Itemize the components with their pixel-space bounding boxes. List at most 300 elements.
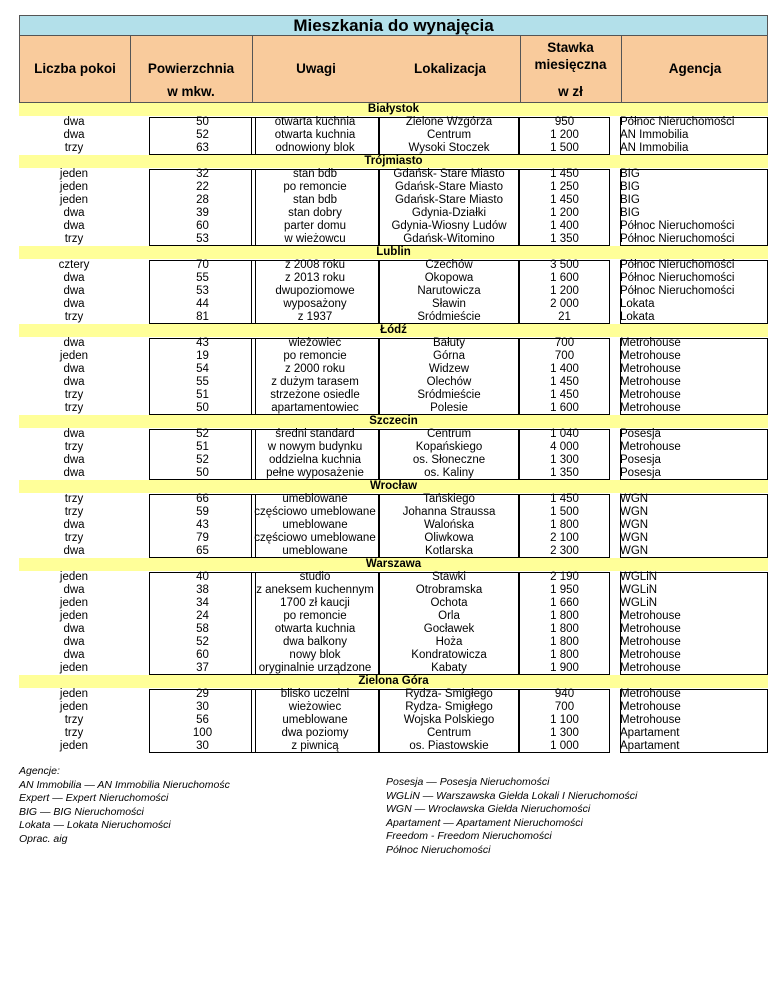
cell-rooms: trzy — [64, 311, 84, 323]
cell-rate: 1 350 — [550, 233, 579, 245]
table-row — [19, 519, 768, 532]
cell-agency: Posesja — [620, 428, 661, 440]
table-row — [19, 402, 768, 415]
cell-rate: 700 — [554, 337, 575, 349]
cell-notes: z 2008 roku — [284, 259, 346, 271]
table-row — [19, 571, 768, 584]
header-rate-unit: w zł — [558, 84, 583, 99]
cell-notes: wieżowiec — [288, 337, 342, 349]
page-title: Mieszkania do wynajęcia — [19, 15, 768, 35]
cell-area: 30 — [196, 740, 209, 752]
cell-agency: Metrohouse — [620, 350, 681, 362]
cell-notes: umeblowane — [282, 545, 348, 557]
table-row — [19, 116, 768, 129]
table-row — [19, 285, 768, 298]
cell-location: Narutowicza — [417, 285, 481, 297]
header-rooms: Liczba pokoi — [34, 61, 116, 76]
table-row — [19, 454, 768, 467]
cell-rooms: dwa — [63, 545, 85, 557]
cell-location: Gdańsk-Witomino — [403, 233, 495, 245]
cell-rate: 1 200 — [550, 207, 579, 219]
cell-rooms: jeden — [59, 701, 89, 713]
cell-area: 58 — [196, 623, 209, 635]
cell-location: Górna — [433, 350, 465, 362]
cell-location: Olechów — [426, 376, 472, 388]
table-row — [19, 311, 768, 324]
cell-agency: Metrohouse — [620, 610, 681, 622]
cell-area: 29 — [196, 688, 209, 700]
table-row — [19, 532, 768, 545]
cell-rooms: trzy — [64, 532, 84, 544]
cell-agency: Północ Nieruchomości — [620, 220, 735, 232]
cell-notes: z piwnicą — [291, 740, 339, 752]
cell-rooms: trzy — [64, 142, 84, 154]
table-row — [19, 506, 768, 519]
cell-area: 43 — [196, 337, 209, 349]
cell-agency: Apartament — [620, 727, 680, 739]
cell-notes: studio — [299, 571, 331, 583]
cell-agency: Metrohouse — [620, 363, 681, 375]
cell-area: 56 — [196, 714, 209, 726]
cell-rate: 1 040 — [550, 428, 579, 440]
cell-location: Tańskiego — [423, 493, 475, 505]
cell-location: Kabaty — [431, 662, 467, 674]
cell-agency: BIG — [620, 207, 640, 219]
cell-rooms: jeden — [59, 181, 89, 193]
cell-rate: 1 450 — [550, 493, 579, 505]
cell-rooms: jeden — [59, 194, 89, 206]
table-row — [19, 610, 768, 623]
cell-area: 39 — [196, 207, 209, 219]
cell-rate: 21 — [558, 311, 571, 323]
city-header: Szczecin — [19, 415, 768, 428]
cell-agency: BIG — [620, 194, 640, 206]
table-row — [19, 701, 768, 714]
table-header — [19, 35, 768, 103]
cell-rate: 1 900 — [550, 662, 579, 674]
cell-agency: Apartament — [620, 740, 680, 752]
cell-notes: po remoncie — [283, 181, 347, 193]
cell-agency: WGLiN — [620, 584, 658, 596]
cell-rate: 1 300 — [550, 727, 579, 739]
cell-area: 55 — [196, 272, 209, 284]
cell-agency: Posesja — [620, 467, 661, 479]
cell-rooms: trzy — [64, 389, 84, 401]
cell-area: 52 — [196, 129, 209, 141]
cell-location: Otrobramska — [415, 584, 483, 596]
header-agency: Agencja — [668, 61, 722, 76]
legend-line: WGLiN — Warszawska Giełda Lokali I Nieruchomości — [386, 789, 638, 802]
cell-notes: po remoncie — [283, 610, 347, 622]
cell-rate: 1 400 — [550, 363, 579, 375]
cell-notes: 1700 zł kaucji — [280, 597, 350, 609]
table-row — [19, 363, 768, 376]
cell-location: Hoża — [435, 636, 463, 648]
table-row — [19, 727, 768, 740]
cell-area: 38 — [196, 584, 209, 596]
cell-location: Bałuty — [433, 337, 465, 349]
footer-legend-left — [19, 765, 230, 846]
city-header: Łódź — [19, 324, 768, 337]
cell-agency: Metrohouse — [620, 701, 681, 713]
cell-agency: Metrohouse — [620, 441, 681, 453]
cell-rooms: dwa — [63, 636, 85, 648]
cell-area: 51 — [196, 441, 209, 453]
cell-rate: 1 450 — [550, 376, 579, 388]
cell-rooms: jeden — [59, 168, 89, 180]
cell-location: Ochota — [430, 597, 468, 609]
cell-agency: WGN — [620, 545, 649, 557]
cell-agency: WGN — [620, 532, 649, 544]
cell-rate: 2 190 — [550, 571, 579, 583]
table-row — [19, 194, 768, 207]
cell-area: 55 — [196, 376, 209, 388]
cell-rooms: jeden — [59, 740, 89, 752]
cell-rate: 1 500 — [550, 142, 579, 154]
cell-location: Kondratowicza — [411, 649, 487, 661]
cell-rate: 1 600 — [550, 402, 579, 414]
cell-agency: WGN — [620, 506, 649, 518]
legend-line: Lokata — Lokata Nieruchomości — [19, 819, 171, 831]
footer-legend-right — [386, 776, 637, 857]
cell-rate: 1 450 — [550, 389, 579, 401]
cell-area: 19 — [196, 350, 209, 362]
table-row — [19, 584, 768, 597]
table-row — [19, 207, 768, 220]
header-location: Lokalizacja — [413, 61, 487, 76]
city-header: Trójmiasto — [19, 155, 768, 168]
cell-rate: 1 800 — [550, 519, 579, 531]
cell-agency: Metrohouse — [620, 714, 681, 726]
cell-rate: 1 350 — [550, 467, 579, 479]
cell-notes: umeblowane — [282, 493, 348, 505]
cell-notes: parter domu — [283, 220, 346, 232]
cell-rooms: jeden — [59, 662, 89, 674]
legend-line: Expert — Expert Nieruchomości — [19, 792, 169, 804]
header-rate-period: miesięczna — [534, 57, 607, 72]
cell-notes: oryginalnie urządzone — [258, 662, 372, 674]
table-row — [19, 142, 768, 155]
table-row — [19, 597, 768, 610]
cell-rate: 4 000 — [550, 441, 579, 453]
cell-area: 65 — [196, 545, 209, 557]
cell-rooms: dwa — [63, 363, 85, 375]
cell-location: Śródmieście — [417, 311, 481, 323]
cell-notes: odnowiony blok — [275, 142, 355, 154]
legend-line: BIG — BIG Nieruchomości — [19, 805, 144, 818]
cell-rooms: dwa — [63, 207, 85, 219]
table-row — [19, 376, 768, 389]
cell-location: Zielone Wzgórza — [405, 116, 493, 128]
cell-rooms: dwa — [63, 623, 85, 635]
cell-notes: pełne wyposażenie — [266, 467, 364, 479]
cell-location: Gocławek — [423, 623, 475, 635]
cell-rooms: trzy — [64, 714, 84, 726]
table-row — [19, 168, 768, 181]
cell-rate: 1 450 — [550, 194, 579, 206]
cell-rate: 1 400 — [550, 220, 579, 232]
cell-notes: z 1937 — [297, 311, 333, 323]
cell-area: 60 — [196, 220, 209, 232]
table-row — [19, 441, 768, 454]
cell-area: 28 — [196, 194, 209, 206]
cell-rooms: dwa — [63, 376, 85, 388]
cell-location: Oliwkowa — [424, 532, 474, 544]
table-row — [19, 428, 768, 441]
cell-location: os. Kaliny — [424, 467, 474, 479]
cell-agency: Lokata — [620, 298, 655, 310]
cell-agency: Posesja — [620, 454, 661, 466]
cell-location: Wysoki Stoczek — [408, 142, 490, 154]
table-row — [19, 233, 768, 246]
cell-rate: 1 200 — [550, 285, 579, 297]
cell-notes: umeblowane — [282, 714, 348, 726]
table-row — [19, 493, 768, 506]
cell-agency: Metrohouse — [620, 662, 681, 674]
table-row — [19, 337, 768, 350]
cell-rooms: dwa — [63, 649, 85, 661]
cell-area: 54 — [196, 363, 209, 375]
city-header: Białystok — [19, 103, 768, 116]
cell-rooms: dwa — [63, 454, 85, 466]
cell-rooms: cztery — [58, 259, 90, 271]
cell-notes: apartamentowiec — [271, 402, 359, 414]
cell-agency: BIG — [620, 181, 640, 193]
cell-notes: w wieżowcu — [284, 233, 346, 245]
cell-agency: Północ Nieruchomości — [620, 272, 735, 284]
cell-location: Centrum — [426, 727, 472, 739]
cell-location: Centrum — [426, 129, 472, 141]
cell-agency: WGLiN — [620, 571, 658, 583]
cell-notes: umeblowane — [282, 519, 348, 531]
cell-area: 51 — [196, 389, 209, 401]
cell-rate: 1 950 — [550, 584, 579, 596]
cell-location: Rydza- Śmigłego — [405, 688, 493, 700]
cell-location: Widzew — [428, 363, 470, 375]
rental-table — [19, 15, 768, 752]
city-header: Wrocław — [19, 480, 768, 493]
cell-rooms: jeden — [59, 350, 89, 362]
cell-rate: 1 800 — [550, 649, 579, 661]
cell-agency: Metrohouse — [620, 623, 681, 635]
cell-rate: 940 — [554, 688, 575, 700]
header-area-unit: w mkw. — [167, 84, 215, 99]
table-row — [19, 688, 768, 701]
cell-rooms: dwa — [63, 584, 85, 596]
table-row — [19, 272, 768, 285]
cell-notes: otwarta kuchnia — [274, 116, 356, 128]
cell-notes: z dużym tarasem — [271, 376, 359, 388]
cell-agency: AN Immobilia — [620, 142, 689, 154]
cell-rate: 1 800 — [550, 623, 579, 635]
table-row — [19, 389, 768, 402]
cell-notes: wyposażony — [283, 298, 347, 310]
cell-rooms: dwa — [63, 467, 85, 479]
cell-notes: z 2000 roku — [284, 363, 346, 375]
legend-line: Północ Nieruchomości — [386, 843, 491, 856]
city-header: Zielona Góra — [19, 675, 768, 688]
cell-agency: Północ Nieruchomości — [620, 285, 735, 297]
cell-notes: otwarta kuchnia — [274, 623, 356, 635]
cell-rooms: jeden — [59, 688, 89, 700]
cell-location: os. Piastowskie — [409, 740, 489, 752]
legend-line: AN Immobilia — AN Immobilia Nieruchomośc — [19, 778, 230, 791]
cell-agency: Lokata — [620, 311, 655, 323]
cell-location: Stawki — [432, 571, 466, 583]
cell-area: 37 — [196, 662, 209, 674]
cell-location: Sławin — [432, 298, 466, 310]
cell-rooms: jeden — [59, 597, 89, 609]
cell-rate: 1 450 — [550, 168, 579, 180]
cell-notes: w nowym budynku — [267, 441, 363, 453]
legend-line: Posesja — Posesja Nieruchomości — [386, 776, 550, 788]
cell-rate: 2 100 — [550, 532, 579, 544]
table-row — [19, 181, 768, 194]
cell-rooms: dwa — [63, 428, 85, 440]
cell-notes: średni standard — [275, 428, 355, 440]
cell-rate: 1 660 — [550, 597, 579, 609]
cell-area: 50 — [196, 467, 209, 479]
cell-location: Okopowa — [424, 272, 474, 284]
cell-area: 60 — [196, 649, 209, 661]
cell-notes: wieżowiec — [288, 701, 342, 713]
legend-line: Oprac. aig — [19, 832, 68, 845]
cell-area: 50 — [196, 402, 209, 414]
cell-agency: Metrohouse — [620, 402, 681, 414]
table-row — [19, 350, 768, 363]
cell-notes: stan bdb — [292, 168, 338, 180]
table-row — [19, 220, 768, 233]
cell-location: Gdańsk- Stare Miasto — [393, 168, 505, 180]
cell-rooms: dwa — [63, 337, 85, 349]
cell-rooms: dwa — [63, 129, 85, 141]
cell-notes: częściowo umeblowane — [254, 506, 376, 518]
cell-rooms: trzy — [64, 441, 84, 453]
table-row — [19, 259, 768, 272]
cell-area: 44 — [196, 298, 209, 310]
cell-notes: strzeżone osiedle — [270, 389, 360, 401]
cell-location: Gdańsk-Stare Miasto — [394, 194, 503, 206]
cell-location: Czechów — [425, 259, 473, 271]
legend-line: WGN — Wrocławska Giełda Nieruchomości — [386, 803, 591, 815]
cell-rate: 1 100 — [550, 714, 579, 726]
legend-line: Agencje: — [19, 765, 60, 777]
cell-rooms: trzy — [64, 402, 84, 414]
cell-location: Centrum — [426, 428, 472, 440]
cell-location: Kopańskiego — [415, 441, 483, 453]
cell-notes: oddzielna kuchnia — [268, 454, 362, 466]
cell-rooms: dwa — [63, 285, 85, 297]
cell-agency: Metrohouse — [620, 389, 681, 401]
cell-rate: 950 — [554, 116, 575, 128]
table-row — [19, 662, 768, 675]
cell-rate: 3 500 — [550, 259, 579, 271]
cell-area: 81 — [196, 311, 209, 323]
cell-notes: dwa poziomy — [281, 727, 349, 739]
cell-area: 24 — [196, 610, 209, 622]
cell-area: 40 — [196, 571, 209, 583]
cell-notes: z aneksem kuchennym — [256, 584, 374, 596]
cell-rate: 1 250 — [550, 181, 579, 193]
table-row — [19, 740, 768, 753]
cell-notes: nowy blok — [289, 649, 341, 661]
cell-rate: 1 600 — [550, 272, 579, 284]
cell-rooms: dwa — [63, 116, 85, 128]
cell-area: 53 — [196, 285, 209, 297]
cell-agency: WGN — [620, 493, 649, 505]
cell-rate: 1 300 — [550, 454, 579, 466]
header-notes: Uwagi — [296, 61, 336, 76]
cell-notes: otwarta kuchnia — [274, 129, 356, 141]
cell-rooms: trzy — [64, 493, 84, 505]
cell-rooms: dwa — [63, 519, 85, 531]
cell-agency: BIG — [620, 168, 640, 180]
cell-rate: 700 — [554, 350, 575, 362]
cell-location: Johanna Straussa — [402, 506, 496, 518]
cell-agency: Metrohouse — [620, 376, 681, 388]
cell-area: 52 — [196, 428, 209, 440]
cell-location: Śródmieście — [417, 389, 481, 401]
legend-line: Apartament — Apartament Nieruchomości — [386, 816, 583, 829]
cell-notes: blisko uczelni — [280, 688, 350, 700]
cell-location: Walońska — [423, 519, 475, 531]
cell-notes: stan bdb — [292, 194, 338, 206]
cell-area: 34 — [196, 597, 209, 609]
cell-rooms: trzy — [64, 233, 84, 245]
cell-agency: Północ Nieruchomości — [620, 259, 735, 271]
header-rate: Stawka — [547, 40, 594, 55]
cell-rooms: jeden — [59, 571, 89, 583]
cell-rate: 1 200 — [550, 129, 579, 141]
cell-agency: Metrohouse — [620, 649, 681, 661]
cell-location: os. Słoneczne — [412, 454, 486, 466]
cell-area: 50 — [196, 116, 209, 128]
city-header: Lublin — [19, 246, 768, 259]
cell-location: Wojska Polskiego — [403, 714, 495, 726]
cell-notes: z 2013 roku — [284, 272, 346, 284]
cell-area: 43 — [196, 519, 209, 531]
cell-location: Kotlarska — [425, 545, 473, 557]
cell-area: 30 — [196, 701, 209, 713]
cell-area: 70 — [196, 259, 209, 271]
cell-agency: AN Immobilia — [620, 129, 689, 141]
cell-area: 52 — [196, 454, 209, 466]
cell-rate: 1 500 — [550, 506, 579, 518]
cell-rate: 2 300 — [550, 545, 579, 557]
table-row — [19, 649, 768, 662]
cell-area: 22 — [196, 181, 209, 193]
cell-agency: Metrohouse — [620, 688, 681, 700]
cell-rate: 1 800 — [550, 636, 579, 648]
cell-agency: Metrohouse — [620, 636, 681, 648]
cell-location: Gdynia-Wiosny Ludów — [391, 220, 507, 232]
cell-rooms: trzy — [64, 727, 84, 739]
legend-line: Freedom - Freedom Nieruchomości — [386, 830, 552, 842]
table-row — [19, 714, 768, 727]
cell-agency: Północ Nieruchomości — [620, 116, 735, 128]
table-row — [19, 623, 768, 636]
cell-rate: 700 — [554, 701, 575, 713]
table-row — [19, 129, 768, 142]
cell-area: 63 — [196, 142, 209, 154]
cell-area: 100 — [192, 727, 213, 739]
cell-notes: dwa balkony — [283, 636, 347, 648]
cell-rooms: dwa — [63, 298, 85, 310]
cell-area: 52 — [196, 636, 209, 648]
table-row — [19, 298, 768, 311]
cell-rate: 1 800 — [550, 610, 579, 622]
cell-location: Rydza- Śmigłego — [405, 701, 493, 713]
